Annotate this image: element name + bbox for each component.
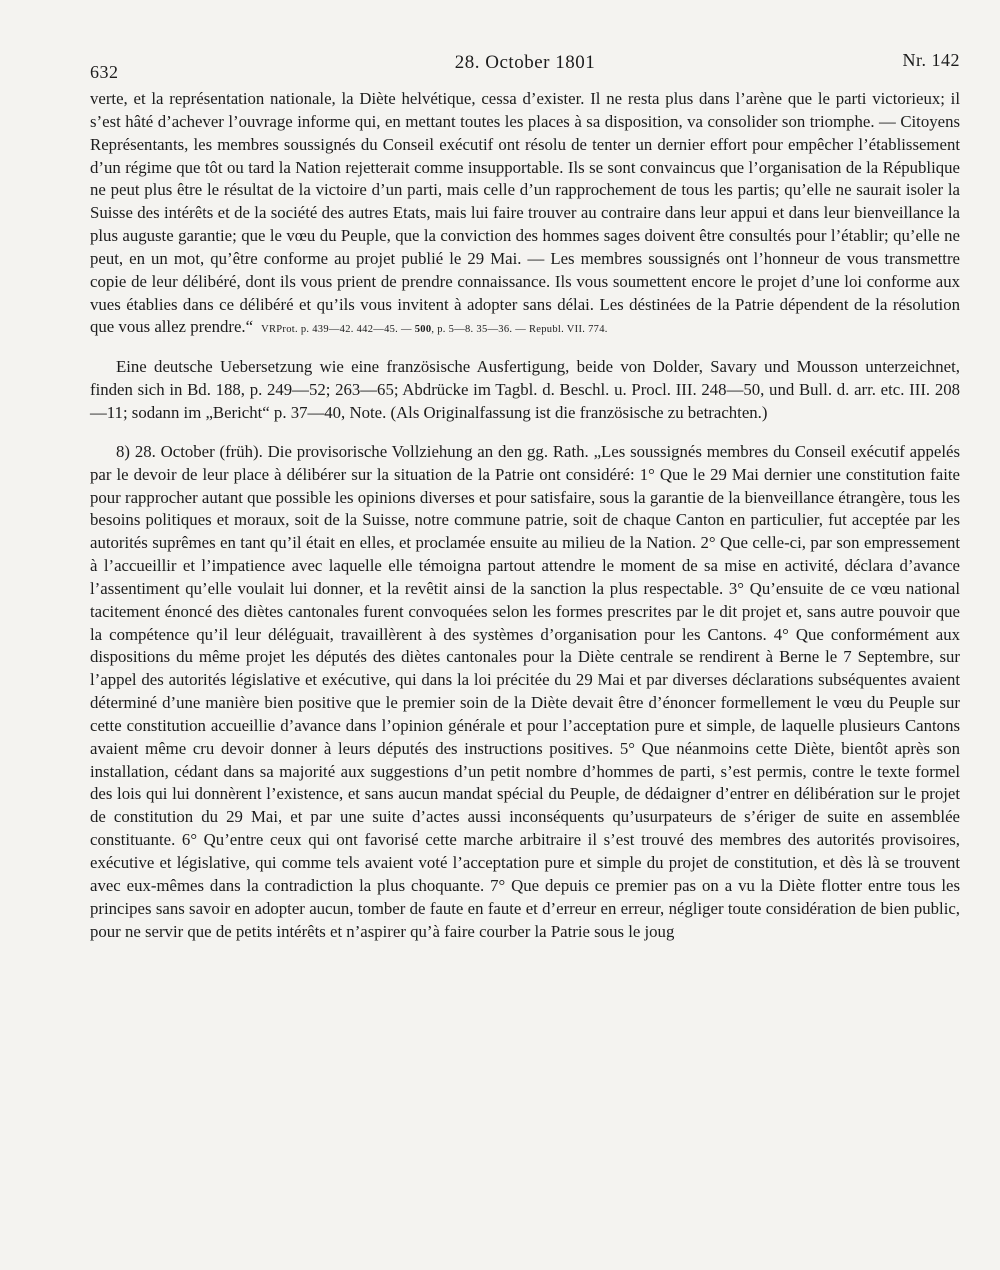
paragraph-2: Eine deutsche Uebersetzung wie eine französische Ausfertigung, beide von Dolder, Savary und Mousson unterzeichnet, finden sich in Bd. 188, p. 249—52; 263—65; Abdrücke im Tagbl. d. Beschl. u. Procl. III. 248—50, und Bull. d. arr. etc. III. 208—11; sodann im „Bericht“ p. 37—40, Note. (Als Originalfassung ist die französische zu betrachten.) xyxy=(90,357,960,422)
source-citation xyxy=(261,324,608,335)
paragraph-1 xyxy=(90,88,960,342)
paragraph-3: 8) 28. October (früh). Die provisorische Vollziehung an den gg. Rath. „Les soussignés membres du Conseil exécutif appelés par le devoir de leur place à délibérer sur la situation de la Patrie ont considéré: 1° Que le 29 Mai dernier une constitution faite pour rapprocher autant que possible les opinions diverses et pour satisfaire, sous la garantie de la bienveillance étrangère, tous les besoins politiques et moraux, soit de la Suisse, notre commune patrie, soit de chaque Canton en particulier, fut acceptée par les autorités suprêmes en tant qu’il était en elles, et proclamée ensuite au milieu de la Nation. 2° Que celle-ci, par son empressement à l’accueillir et l’impatience avec laquelle elle témoigna partout attendre le moment de sa mise en activité, déclara d’avance l’assentiment qu’elle voulait lui donner, et la revêtit ainsi de la sanction la plus respectable. 3° Qu’ensuite de ce vœu national tacitement énoncé des diètes cantonales furent convoquées selon les formes prescrites par le dit projet et, sans autre pouvoir que la compétence qu’il leur déléguait, travaillèrent à des systèmes d’organisation pour les Cantons. 4° Que conformément aux dispositions du même projet les députés des diètes cantonales pour la Diète centrale se rendirent à Berne le 7 Septembre, sur l’appel des autorités législative et exécutive, qui dans la loi précitée du 29 Mai et par diverses déclarations subséquentes avaient déterminé d’une manière bien positive que le premier soin de la Diète devait être d’énoncer formellement le vœu du Peuple sur cette constitution accueillie d’avance dans l’opinion générale et pour l’acceptation pure et simple, de laquelle plusieurs Cantons avaient même cru devoir donner à leurs députés des instructions positives. 5° Que néanmoins cette Diète, bientôt après son installation, cédant dans sa majorité aux suggestions d’un petit nombre d’hommes de parti, s’est permis, contre le texte formel des lois qui lui donnèrent l’existence, et sans aucun mandat spécial du Peuple, de dédaigner d’entrer en délibération sur le projet de constitution du 29 Mai, et par une suite d’actes aussi inconséquents qu’usurpateurs de s’ériger de suite en assemblée constituante. 6° Qu’entre ceux qui ont favorisé cette marche arbitraire il s’est trouvé des membres des autorités provisoires, exécutive et législative, qui comme tels avaient voté l’acceptation pure et simple du projet de constitution, et dès là se trouvent avec eux-mêmes dans la contradiction la plus choquante. 7° Que depuis ce premier pas on a vu la Diète flotter entre tous les principes sans savoir en adopter aucun, tomber de faute en faute et d’erreur en erreur, négliger toute considération de bien public, pour ne servir que de petits intérêts et n’aspirer qu’à faire courber la Patrie sous le joug xyxy=(90,441,960,941)
document-number: Nr. 142 xyxy=(902,50,960,70)
citation-bold-number: 500 xyxy=(414,324,432,336)
paragraph-1-text: verte, et la représentation nationale, la Diète helvétique, cessa d’exister. Il ne resta plus dans l’arène que le parti victorieux; il s’est hâté d’achever l’ouvrage informe qui, en mettant toutes les places à sa disposition, va consolider son triomphe. — Citoyens Représentants, les membres soussignés du Conseil exécutif ont résolu de tenter un dernier effort pour empêcher l’établissement d’un régime que tôt ou tard la Nation rejetterait comme insupportable. Ils se sont convaincus que l’organisation de la République ne peut plus être le résultat de la victoire d’un parti, mais celle d’un rapprochement de tous les partis; qu’elle ne saurait isoler la Suisse des intérêts et de la société des autres Etats, mais lui faire trouver au contraire dans leur appui et dans leur bienveillance la plus auguste garantie; que le vœu du Peuple, que la conviction des hommes sages doivent être consultés pour l’établir; qu’elle ne peut, en un mot, qu’être conforme au projet publié le 29 Mai. — Les membres soussignés ont l’honneur de vous transmettre copie de leur délibéré, dont ils vous prient de prendre connaissance. Ils vous soumettent encore le projet d’une loi conforme aux vues établies dans ce délibéré et qu’ils vous invitent à adopter sans délai. Les déstinées de la Patrie dépendent de la résolution que vous allez prendre.“ xyxy=(90,89,960,337)
body-text xyxy=(90,88,960,943)
citation-part-a: VRProt. p. 439—42. 442—45. — xyxy=(261,324,415,336)
page-number: 632 xyxy=(90,62,119,82)
running-header xyxy=(90,50,960,84)
header-date: 28. October 1801 xyxy=(454,52,596,73)
citation-part-b: , p. 5—8. 35—36. — Republ. VII. 774. xyxy=(431,324,608,336)
